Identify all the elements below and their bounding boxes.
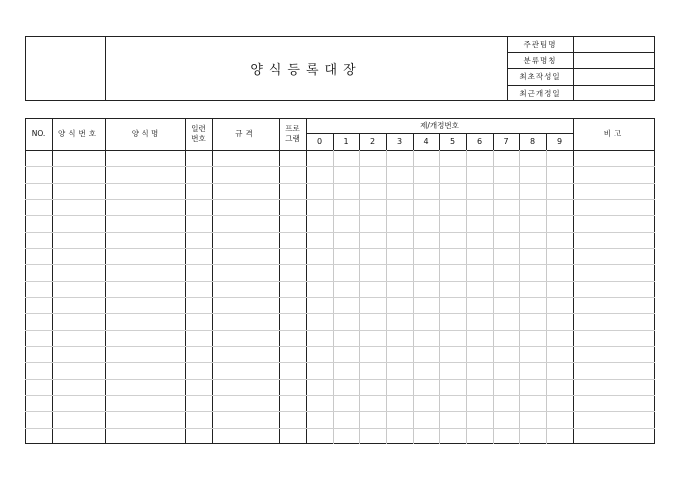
table-row-line <box>25 395 655 396</box>
revision-number: 3 <box>396 137 403 146</box>
table-row-line <box>25 248 655 249</box>
table-row-line <box>25 166 655 167</box>
col-header-revision: 제/개정번호 <box>420 120 459 130</box>
table-body[interactable] <box>25 150 655 444</box>
meta-label-team: 주관팀명 <box>523 39 557 49</box>
meta-value-category[interactable] <box>573 52 655 68</box>
meta-value-team[interactable] <box>573 36 655 52</box>
revision-number: 9 <box>556 137 563 146</box>
meta-value-created[interactable] <box>573 68 655 85</box>
col-header-serial <box>185 118 212 150</box>
meta-label-category: 분류명칭 <box>523 55 557 65</box>
table-row-line <box>25 411 655 412</box>
revision-number: 8 <box>529 137 536 146</box>
col-header-serial-line1: 일련 <box>191 124 206 133</box>
col-header-program-line2: 그램 <box>285 134 300 143</box>
revision-number: 5 <box>449 137 456 146</box>
meta-label-created: 최초작성일 <box>519 72 561 81</box>
table-row-line <box>25 215 655 216</box>
revision-number: 0 <box>316 137 323 146</box>
table-row-line <box>25 362 655 363</box>
col-header-program <box>279 118 306 150</box>
col-header-program-line1: 프로 <box>285 124 300 133</box>
table-row-line <box>25 183 655 184</box>
table-row-line <box>25 346 655 347</box>
table-row-line <box>25 379 655 380</box>
revision-number: 1 <box>343 137 349 146</box>
revision-number: 6 <box>476 137 483 146</box>
table-row-line <box>25 313 655 314</box>
table-row-line <box>25 232 655 233</box>
revision-number: 2 <box>369 137 376 146</box>
table-row-line <box>25 264 655 265</box>
col-header-no: NO. <box>31 129 46 138</box>
table-row-line <box>25 297 655 298</box>
col-header-form-number: 양식번호 <box>58 129 99 138</box>
revision-number: 4 <box>423 137 429 146</box>
table-row-line <box>25 281 655 282</box>
col-header-remarks: 비고 <box>603 129 625 138</box>
table-row-line <box>25 330 655 331</box>
col-header-spec: 규격 <box>235 129 256 138</box>
revision-number: 7 <box>503 137 509 146</box>
meta-value-revised[interactable] <box>573 85 655 101</box>
col-header-serial-line2: 번호 <box>191 134 206 143</box>
col-header-form-name: 양 식 명 <box>131 129 159 138</box>
page-title: 양식등록대장 <box>250 63 362 78</box>
meta-label-revised: 최근개정일 <box>519 88 561 98</box>
table-row-line <box>25 428 655 429</box>
table-row-line <box>25 199 655 200</box>
